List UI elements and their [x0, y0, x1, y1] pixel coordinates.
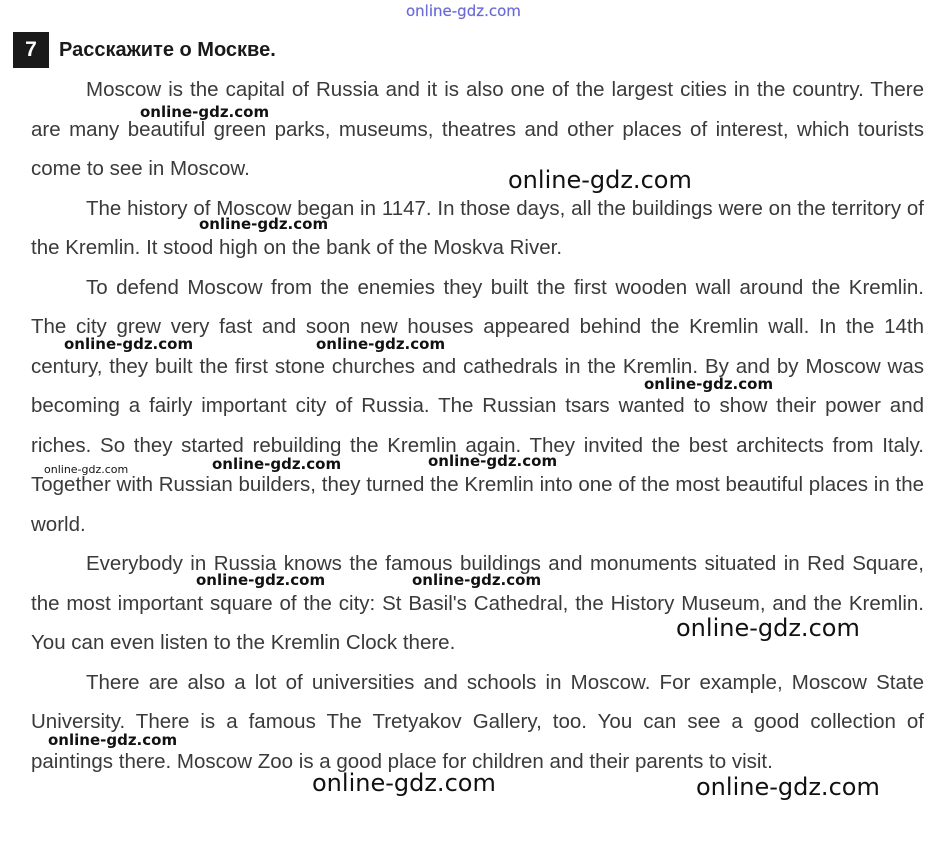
watermark: online-gdz.com [644, 375, 774, 393]
watermark: online-gdz.com [48, 731, 178, 749]
exercise-header [13, 32, 276, 68]
watermark: online-gdz.com [312, 769, 496, 797]
watermark: online-gdz.com [428, 452, 558, 470]
watermark: online-gdz.com [508, 166, 692, 194]
watermark: online-gdz.com [199, 215, 329, 233]
paragraph-5: There are also a lot of universities and schools in Moscow. For example, Moscow State University. There is a famous The Tretyakov Gallery, too. You can see a good collection of paintings there. Moscow Zoo is a good place for children and their parents to visit. [31, 670, 924, 773]
watermark: online-gdz.com [44, 463, 129, 476]
watermark: online-gdz.com [676, 614, 860, 642]
paragraph-1: Moscow is the capital of Russia and it is also one of the largest cities in the country. There are many beautiful green parks, museums, theatres and other places of interest, which tourists come to see in Moscow. [31, 78, 924, 180]
watermark: online-gdz.com [316, 335, 446, 353]
paragraph-3: To defend Moscow from the enemies they built the first wooden wall around the Kremlin. The city grew very fast and soon new houses appeared behind the Kremlin wall. In the 14th century, they built the first stone churches and cathedrals in the Kremlin. By and by Moscow was becoming a fairly important city of Russia. The Russian tsars wanted to show their power and riches. So they started rebuilding the Kremlin again. They invited the best architects from Italy. Together with Russian builders, they turned the Kremlin into one of the most beautiful places in the world. [31, 275, 924, 536]
watermark: online-gdz.com [64, 335, 194, 353]
watermark: online-gdz.com [212, 455, 342, 473]
watermark: online-gdz.com [140, 103, 270, 121]
exercise-number-badge: 7 [13, 32, 49, 68]
paragraph-2: The history of Moscow began in 1147. In those days, all the buildings were on the territory of the Kremlin. It stood high on the bank of the Moskva River. [31, 196, 924, 259]
watermark: online-gdz.com [412, 571, 542, 589]
watermark-top: online-gdz.com [406, 2, 521, 20]
text-body [31, 70, 924, 781]
exercise-title: Расскажите о Москве. [59, 38, 276, 61]
watermark: online-gdz.com [696, 773, 880, 801]
watermark: online-gdz.com [196, 571, 326, 589]
paragraph-4: Everybody in Russia knows the famous buildings and monuments situated in Red Square, the most important square of the city: St Basil's Cathedral, the History Museum, and the Kremlin. You can even listen to the Kremlin Clock there. [31, 552, 924, 654]
